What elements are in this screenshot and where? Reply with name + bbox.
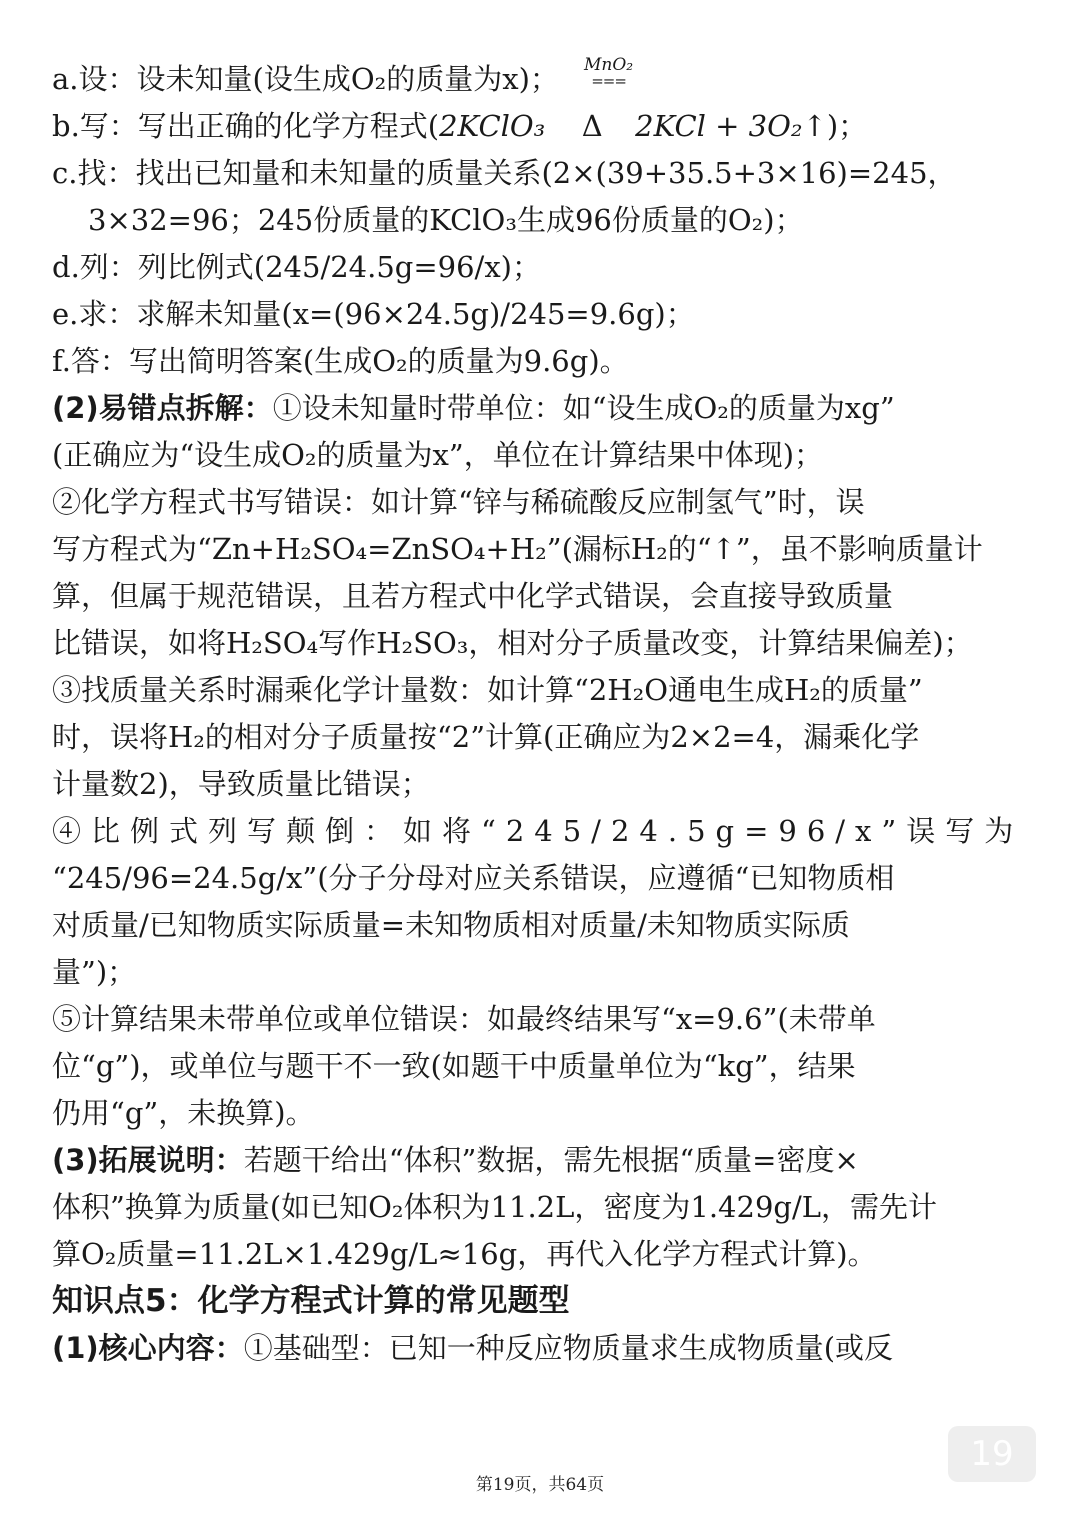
step-f-line: f.答：写出简明答案(生成O₂的质量为9.6g)。 [52,344,629,378]
extension-line-1 [52,1137,1032,1184]
extension-line-2: 体积”换算为质量(如已知O₂体积为11.2L，密度为1.429g/L，需先计 [52,1190,937,1224]
error-3-line-1: ③找质量关系时漏乘化学计量数：如计算“2H₂O通电生成H₂的质量” [52,673,923,707]
extension-line-3: 算O₂质量=11.2L×1.429g/L≈16g，再代入化学方程式计算)。 [52,1237,877,1271]
knowledge-point-5-heading: 知识点5：化学方程式计算的常见题型 [52,1283,570,1319]
section-label-2: (2)易错点拆解： [52,391,273,425]
error-2-line-4: 比错误，如将H₂SO₄写作H₂SO₃，相对分子质量改变，计算结果偏差)； [52,626,973,660]
core-content-line [52,1325,1032,1372]
core-content-text: ①基础型：已知一种反应物质量求生成物质量(或反 [243,1331,894,1365]
error-2-line-2: 写方程式为“Zn+H₂SO₄=ZnSO₄+H₂”(漏标H₂的“↑”，虽不影响质量计 [52,532,983,566]
formula-catalyst [584,55,634,90]
section-label-1: (1)核心内容： [52,1331,244,1365]
error-points-line-1 [52,385,1032,432]
page-number-badge: 19 [948,1426,1036,1482]
error-3-line-2: 时，误将H₂的相对分子质量按“2”计算(正确应为2×2=4，漏乘化学 [52,720,920,754]
step-b-text: b.写：写出正确的化学方程式( [52,109,440,143]
step-a-line: a.设：设未知量(设生成O₂的质量为x)； [52,62,559,96]
error-2-line-1: ②化学方程式书写错误：如计算“锌与稀硫酸反应制氢气”时，误 [52,485,865,519]
error-5-line-1: ⑤计算结果未带单位或单位错误：如最终结果写“x=9.6”(未带单 [52,1002,876,1036]
step-c-line-1: c.找：找出已知量和未知量的质量关系(2×(39+35.5+3×16)=245， [52,156,957,190]
error-1-text: ①设未知量时带单位：如“设生成O₂的质量为xg” [272,391,895,425]
error-5-line-3: 仍用“g”，未换算)。 [52,1096,315,1130]
error-2-line-3: 算，但属于规范错误，且若方程式中化学式错误，会直接导致质量 [52,579,894,613]
error-3-line-3: 计量数2)，导致质量比错误； [52,767,430,801]
formula-rhs: 2KCl + 3O₂↑ [635,109,827,143]
error-points-line-2: (正确应为“设生成O₂的质量为x”，单位在计算结果中体现)； [52,438,824,472]
formula-heat: Δ [581,109,603,143]
step-d-line: d.列：列比例式(245/24.5g=96/x)； [52,250,541,284]
error-4-line-3: 对质量/已知物质实际质量=未知物质相对质量/未知物质实际质 [52,908,850,942]
error-4-line-2: “245/96=24.5g/x”(分子分母对应关系错误，应遵循“已知物质相 [52,861,895,895]
error-4-line-1: ④比例式列写颠倒：如将“245/24.5g=96/x”误写为 [52,814,1024,848]
equals-bar: === [591,72,626,90]
extension-text-1: 若题干给出“体积”数据，需先根据“质量=密度× [243,1143,859,1177]
document-body [52,56,1032,1372]
step-c-line-2: 3×32=96；245份质量的KClO₃生成96份质量的O₂)； [88,203,804,237]
step-e-line: e.求：求解未知量(x=(96×24.5g)/245=9.6g)； [52,297,695,331]
section-label-3: (3)拓展说明： [52,1143,244,1177]
page-footer: 第19页，共64页 [475,1475,605,1495]
error-5-line-2: 位“g”)，或单位与题干不一致(如题干中质量单位为“kg”，结果 [52,1049,856,1083]
catalyst-label: MnO₂ [584,55,634,75]
formula-tail: )； [826,109,868,143]
formula-lhs: 2KClO₃ [439,109,546,143]
error-4-line-4: 量”)； [52,955,137,989]
